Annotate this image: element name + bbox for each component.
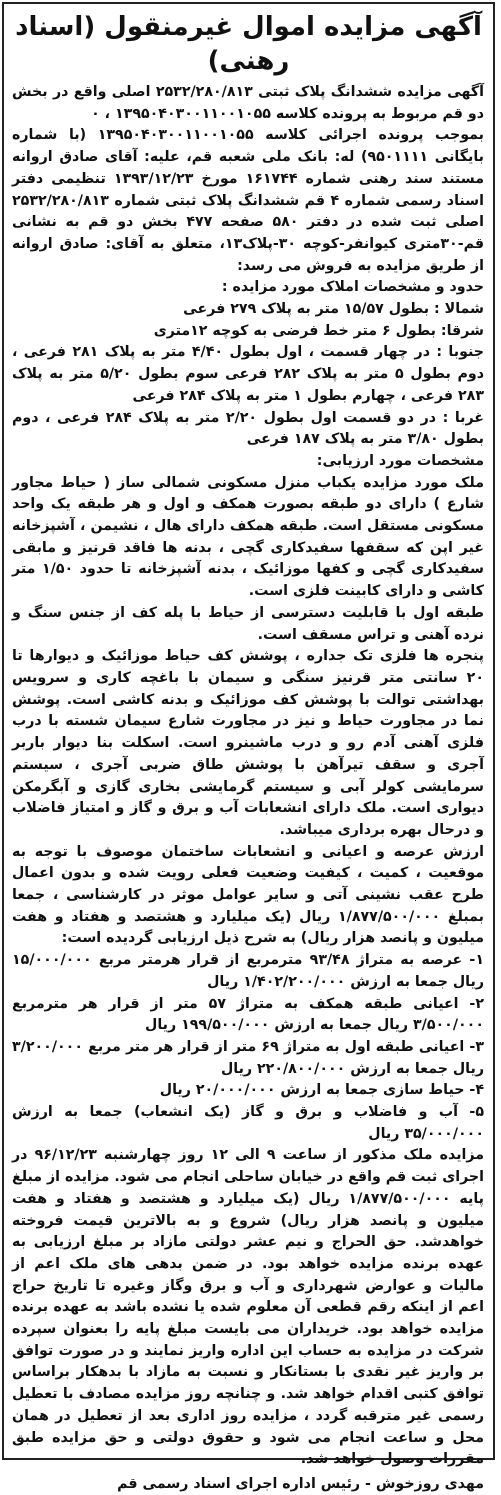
construction-description: پنجره ها فلزی تک جداره ، پوشش کف حیاط موزائیک و دیوارها تا ۲۰ سانتی متر قرنیز سنگی و سیمان با باغچه کاری و سرویس بهداشتی توالت با پوشش کف موزائیک و بدنه کاشی است. پوشش نما در مجاورت حیاط و نیز در مجاورت شارع سیمان شسته با درب فلزی آهنی آدم رو و درب ماشینرو است. اسکلت بنا دیوار باربر آجری و سقف تیرآهن با پوشش طاق ضربی آجری ، سیستم سرمایشی کولر آبی و سیستم گرمایشی بخاری گازی و آبگرمکن دیواری است. ملک دارای انشعابات آب و برق و گاز و امتیاز فاضلاب و درحال بهره برداری میباشد. — [12, 648, 484, 838]
valuation-item-4: ۴- حیاط سازی جمعا به ارزش ۲۰/۰۰۰/۰۰۰ ریال — [159, 1082, 484, 1099]
intro-paragraph: آگهی مزایده ششدانگ پلاک ثبتی ۲۵۳۲/۲۸۰/۸۱۳ اصلی واقع در بخش دو قم مربوط به پرونده کلاسه ۱۳۹۵۰۴۰۳۰۰۱۱۰۰۱۰۵۵ ، ۰ — [12, 84, 484, 122]
signature-line: مهدی روزخوش - رئیس اداره اجرای اسناد رسمی قم — [117, 1476, 484, 1492]
valuation-item-3: ۳- اعیانی طبقه اول به متراژ ۶۹ متر از قرار هر متر مربع ۳/۲۰۰/۰۰۰ ریال جمعا به ارزش ۲۲۰/۸۰۰/۰۰۰ ریال — [12, 1038, 484, 1077]
boundary-east: شرقا: بطول ۶ متر خط فرضی به کوچه ۱۲متری — [153, 322, 484, 339]
auction-notice — [2, 2, 495, 1492]
boundary-north: شمالا : بطول ۱۵/۵۷ متر به پلاک ۲۷۹ فرعی — [183, 301, 484, 318]
case-details-paragraph: بموجب پرونده اجرائی کلاسه ۱۳۹۵۰۴۰۳۰۰۱۱۰۰۱۰۵۵ (با شماره بایگانی ۹۵۰۱۱۱۱) له: بانک ملی شعبه قم، علیه: آقای صادق اروانه مستند سند رهنی شماره ۱۶۱۷۴۴ مورخ ۱۳۹۳/۱۲/۲۳ تنظیمی دفتر اسناد رسمی شماره ۴ قم ششدانگ پلاک ثبتی شماره ۲۵۳۲/۲۸۰/۸۱۳ اصلی ثبت شده در دفتر ۵۸۰ صفحه ۴۷۷ بخش دو قم به نشانی قم-۳۰متری کیوانفر-کوچه ۳۰-پلاک۱۳، متعلق به آقای: صادق اروانه از طریق مزایده به فروش می رسد: — [12, 127, 484, 274]
notice-title: آگهی مزایده اموال غیرمنقول (اسناد رهنی) — [15, 12, 482, 76]
valuation-item-5: ۵- آب و فاضلاب و برق و گاز (یک انشعاب) جمعا به ارزش ۳۵/۰۰۰/۰۰۰ ریال — [12, 1104, 484, 1142]
boundary-west: غربا : در دو قسمت اول بطول ۲/۲۰ متر به پلاک ۲۸۴ فرعی ، دوم بطول ۳/۸۰ متر به پلاک ۱۸۷ فرعی — [12, 409, 484, 448]
valuation-summary: ارزش عرصه و اعیانی و انشعابات ساختمان موصوف با توجه به موقعیت ، کمیت ، کیفیت وضعیت فعلی رویت شده و بدون اعمال طرح عقب نشینی آتی و سایر عوامل موثر در کارشناسی ، جمعا بمبلغ ۱/۸۷۷/۵۰۰/۰۰۰ ریال (یک میلیارد و هشتصد و هفتاد و هفت میلیون و پانصد هزار ریال) به شرح ذیل ارزیابی گردیده است: — [12, 843, 484, 947]
notice-body — [4, 82, 493, 1471]
boundaries-heading: حدود و مشخصات املاک مورد مزایده : — [221, 279, 484, 296]
property-description: ملک مورد مزایده یکباب منزل مسکونی شمالی ساز ( حیاط مجاور شارع ) دارای دو طبقه بصورت همکف و اول و هر طبقه یک واحد مسکونی مستقل است. طبقه همکف دارای هال ، نشیمن ، آشپزخانه غیر اپن که سقفها سفیدکاری گچی ، بدنه ها فاقد قرنیز و مابقی سفیدکاری گچی و کفها موزائیک ، بدنه آشپزخانه تا حدود ۱/۵۰ متر کاشی و دارای کابینت فلزی است. — [12, 474, 485, 600]
valuation-item-1: ۱- عرصه به متراژ ۹۳/۴۸ مترمربع از قرار هرمتر مربع ۱۵/۰۰۰/۰۰۰ ریال جمعا به ارزش ۱/۴۰۲/۲۰۰/۰۰۰ ریال — [12, 952, 484, 990]
boundary-south: جنوبا : در چهار قسمت ، اول بطول ۴/۴۰ متر به پلاک ۲۸۱ فرعی ، دوم بطول ۵ متر به پلاک ۲۸۲ فرعی سوم بطول ۵/۲۰ متر به پلاک ۲۸۳ فرعی ، چهارم بطول ۱ متر به پلاک ۲۸۴ فرعی — [12, 344, 485, 404]
first-floor-description: طبقه اول با قابلیت دسترسی از حیاط با پله کف از جنس سنگ و نرده آهنی و تراس مسقف است. — [12, 604, 484, 643]
auction-terms: مزایده ملک مذکور از ساعت ۹ الی ۱۲ روز چهارشنبه ۹۶/۱۲/۲۳ در اجرای ثبت قم واقع در خیابان ساحلی انجام می شود. مزایده از مبلغ پایه ۱/۸۷۷/۵۰۰/۰۰۰ ریال (یک میلیارد و هشتصد و هفتاد و هفت میلیون و پانصد هزار ریال) شروع و به بالاترین قیمت فروخته خواهدشد. حق الحراج و نیم عشر دولتی مازاد بر مبلغ ارزیابی به عهده برنده مزایده خواهد بود. در ضمن بدهی های ملک اعم از مالیات و عوارض شهرداری و آب و برق وگاز وغیره تا تاریخ حراج اعم از اینکه رقم قطعی آن معلوم شده یا نشده باشد به عهده برنده مزایده خواهد بود. خریداران می بایست مبلغ پایه را بعنوان سپرده شرکت در مزایده به حساب این اداره واریز نمایند و در صورت توافق بر واریز غیر نقدی با بستانکار و نسبت به مازاد با بدهکار براساس توافق کتبی اقدام خواهد شد. و چنانچه روز مزایده مصادف با تعطیل رسمی غیر مترقبه گردد ، مزایده روز اداری بعد از تعطیل در همان محل و ساعت انجام می شود و حقوق دولتی و حق مزایده طبق مقررات وصول خواهد شد. — [12, 1147, 485, 1468]
appraisal-heading: مشخصات مورد ارزیابی: — [316, 452, 484, 469]
valuation-item-2: ۲- اعیانی طبقه همکف به متراژ ۵۷ متر از قرار هر مترمربع ۳/۵۰۰/۰۰۰ ریال جمعا به ارزش ۱۹۹/۵۰۰/۰۰۰ ریال — [12, 995, 484, 1034]
